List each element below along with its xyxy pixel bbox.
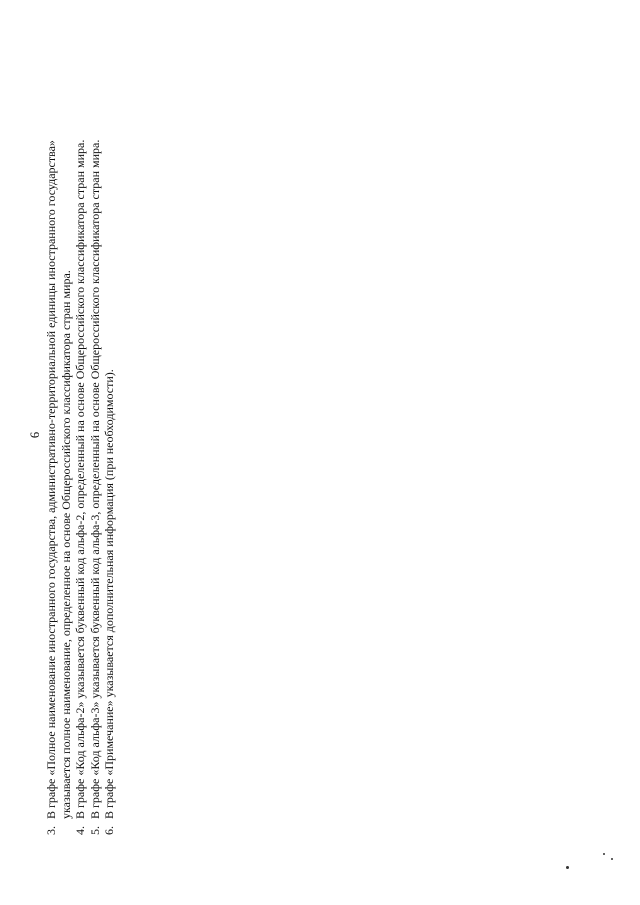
item-text: В графе «Код альфа-3» указывается буквенный код альфа-3, определенный на основе Общероссийского классификатора стран мира.: [87, 139, 102, 819]
scan-speck: [611, 858, 613, 860]
scan-speck: [566, 866, 569, 869]
rotated-text-block: [28, 35, 123, 835]
list-item: [88, 35, 103, 835]
list-item: [44, 35, 73, 835]
item-number: 5.: [87, 826, 102, 835]
item-number: 6.: [102, 826, 116, 835]
item-number: 4.: [73, 826, 87, 835]
page-number: 6: [28, 431, 42, 439]
item-text: В графе «Код альфа-2» указывается буквенный код альфа-2, определенный на основе Общероссийского классификатора стран мира.: [73, 139, 87, 819]
item-text: В графе «Полное наименование иностранного государства, административно-территориальной единицы иностранного государства»: [44, 140, 58, 819]
list-item: [102, 35, 117, 835]
item-number: 3.: [44, 826, 58, 835]
item-text-continuation: указывается полное наименование, определенное на основе Общероссийского классификатора стран мира.: [58, 270, 73, 819]
scan-speck: [603, 853, 605, 855]
instruction-list: [44, 35, 117, 835]
item-text: В графе «Примечание» указывается дополнительная информация (при необходимости).: [102, 369, 116, 819]
list-item: [73, 35, 88, 835]
